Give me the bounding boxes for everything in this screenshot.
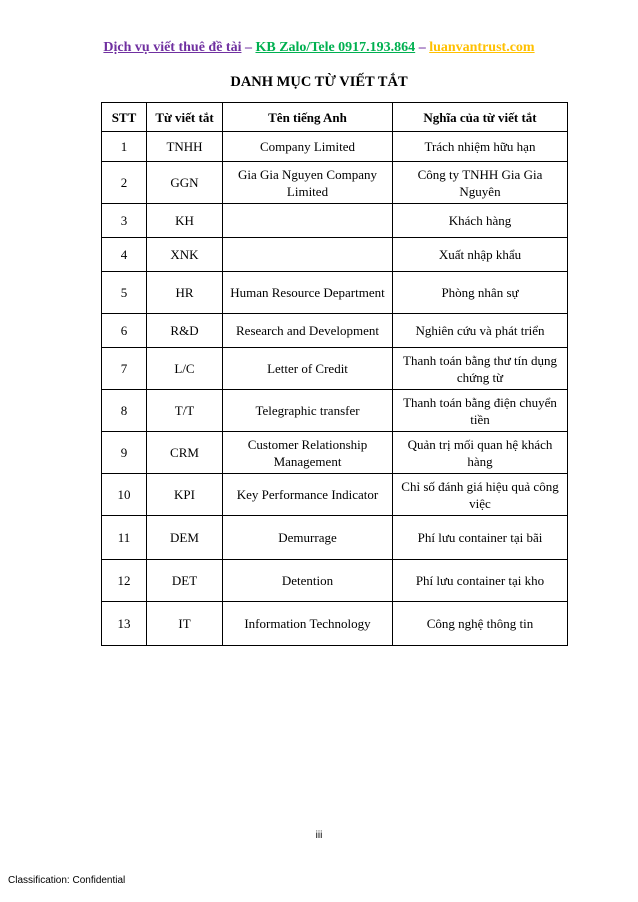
cell-meaning: Khách hàng xyxy=(393,204,568,238)
cell-stt: 12 xyxy=(102,560,147,602)
banner-separator: – xyxy=(241,40,256,55)
cell-english-name: Customer Relationship Management xyxy=(223,432,393,474)
cell-stt: 5 xyxy=(102,272,147,314)
cell-english-name: Telegraphic transfer xyxy=(223,390,393,432)
cell-meaning: Thanh toán bằng thư tín dụng chứng từ xyxy=(393,348,568,390)
cell-english-name: Company Limited xyxy=(223,132,393,162)
cell-stt: 7 xyxy=(102,348,147,390)
cell-meaning: Xuất nhập khẩu xyxy=(393,238,568,272)
cell-abbreviation: IT xyxy=(147,602,223,646)
table-row xyxy=(102,132,568,162)
header-meaning: Nghĩa của từ viết tắt xyxy=(393,103,568,132)
table-row xyxy=(102,238,568,272)
header-stt: STT xyxy=(102,103,147,132)
cell-abbreviation: TNHH xyxy=(147,132,223,162)
cell-meaning: Phòng nhân sự xyxy=(393,272,568,314)
cell-english-name: Human Resource Department xyxy=(223,272,393,314)
cell-abbreviation: KH xyxy=(147,204,223,238)
table-row xyxy=(102,602,568,646)
page-number: iii xyxy=(315,830,323,841)
cell-abbreviation: HR xyxy=(147,272,223,314)
cell-abbreviation: CRM xyxy=(147,432,223,474)
cell-stt: 8 xyxy=(102,390,147,432)
cell-stt: 11 xyxy=(102,516,147,560)
cell-abbreviation: DEM xyxy=(147,516,223,560)
table-row xyxy=(102,516,568,560)
cell-meaning: Công ty TNHH Gia Gia Nguyên xyxy=(393,162,568,204)
promo-banner xyxy=(0,40,638,56)
table-header-row xyxy=(102,103,568,132)
cell-stt: 10 xyxy=(102,474,147,516)
cell-stt: 6 xyxy=(102,314,147,348)
cell-meaning: Phí lưu container tại kho xyxy=(393,560,568,602)
table-row xyxy=(102,272,568,314)
cell-meaning: Chỉ số đánh giá hiệu quả công việc xyxy=(393,474,568,516)
banner-website-link[interactable]: luanvantrust.com xyxy=(429,40,535,55)
cell-stt: 1 xyxy=(102,132,147,162)
cell-english-name: Research and Development xyxy=(223,314,393,348)
table-row xyxy=(102,432,568,474)
cell-english-name: Demurrage xyxy=(223,516,393,560)
table-body xyxy=(102,132,568,646)
banner-separator: – xyxy=(415,40,430,55)
cell-english-name: Information Technology xyxy=(223,602,393,646)
cell-abbreviation: GGN xyxy=(147,162,223,204)
cell-english-name xyxy=(223,204,393,238)
cell-meaning: Thanh toán bằng điện chuyển tiền xyxy=(393,390,568,432)
cell-meaning: Công nghệ thông tin xyxy=(393,602,568,646)
page-title: DANH MỤC TỪ VIẾT TẮT xyxy=(230,74,408,90)
cell-abbreviation: R&D xyxy=(147,314,223,348)
table-row xyxy=(102,390,568,432)
cell-meaning: Nghiên cứu và phát triển xyxy=(393,314,568,348)
banner-service-text: Dịch vụ viết thuê đề tài xyxy=(103,40,242,55)
cell-stt: 2 xyxy=(102,162,147,204)
cell-stt: 9 xyxy=(102,432,147,474)
cell-abbreviation: L/C xyxy=(147,348,223,390)
cell-stt: 4 xyxy=(102,238,147,272)
cell-english-name: Key Performance Indicator xyxy=(223,474,393,516)
cell-meaning: Quản trị mối quan hệ khách hàng xyxy=(393,432,568,474)
cell-abbreviation: KPI xyxy=(147,474,223,516)
cell-meaning: Trách nhiệm hữu hạn xyxy=(393,132,568,162)
cell-abbreviation: DET xyxy=(147,560,223,602)
cell-abbreviation: T/T xyxy=(147,390,223,432)
cell-meaning: Phí lưu container tại bãi xyxy=(393,516,568,560)
cell-english-name: Detention xyxy=(223,560,393,602)
header-abbreviation: Từ viết tắt xyxy=(147,103,223,132)
table-row xyxy=(102,204,568,238)
table-row xyxy=(102,162,568,204)
classification-footer: Classification: Confidential xyxy=(8,875,126,886)
cell-english-name: Gia Gia Nguyen Company Limited xyxy=(223,162,393,204)
abbreviation-table xyxy=(101,102,568,646)
table-row xyxy=(102,474,568,516)
banner-contact-text: KB Zalo/Tele 0917.193.864 xyxy=(255,40,416,55)
table-row xyxy=(102,348,568,390)
cell-stt: 13 xyxy=(102,602,147,646)
cell-abbreviation: XNK xyxy=(147,238,223,272)
cell-english-name xyxy=(223,238,393,272)
cell-english-name: Letter of Credit xyxy=(223,348,393,390)
header-english-name: Tên tiếng Anh xyxy=(223,103,393,132)
table-row xyxy=(102,560,568,602)
table-row xyxy=(102,314,568,348)
cell-stt: 3 xyxy=(102,204,147,238)
